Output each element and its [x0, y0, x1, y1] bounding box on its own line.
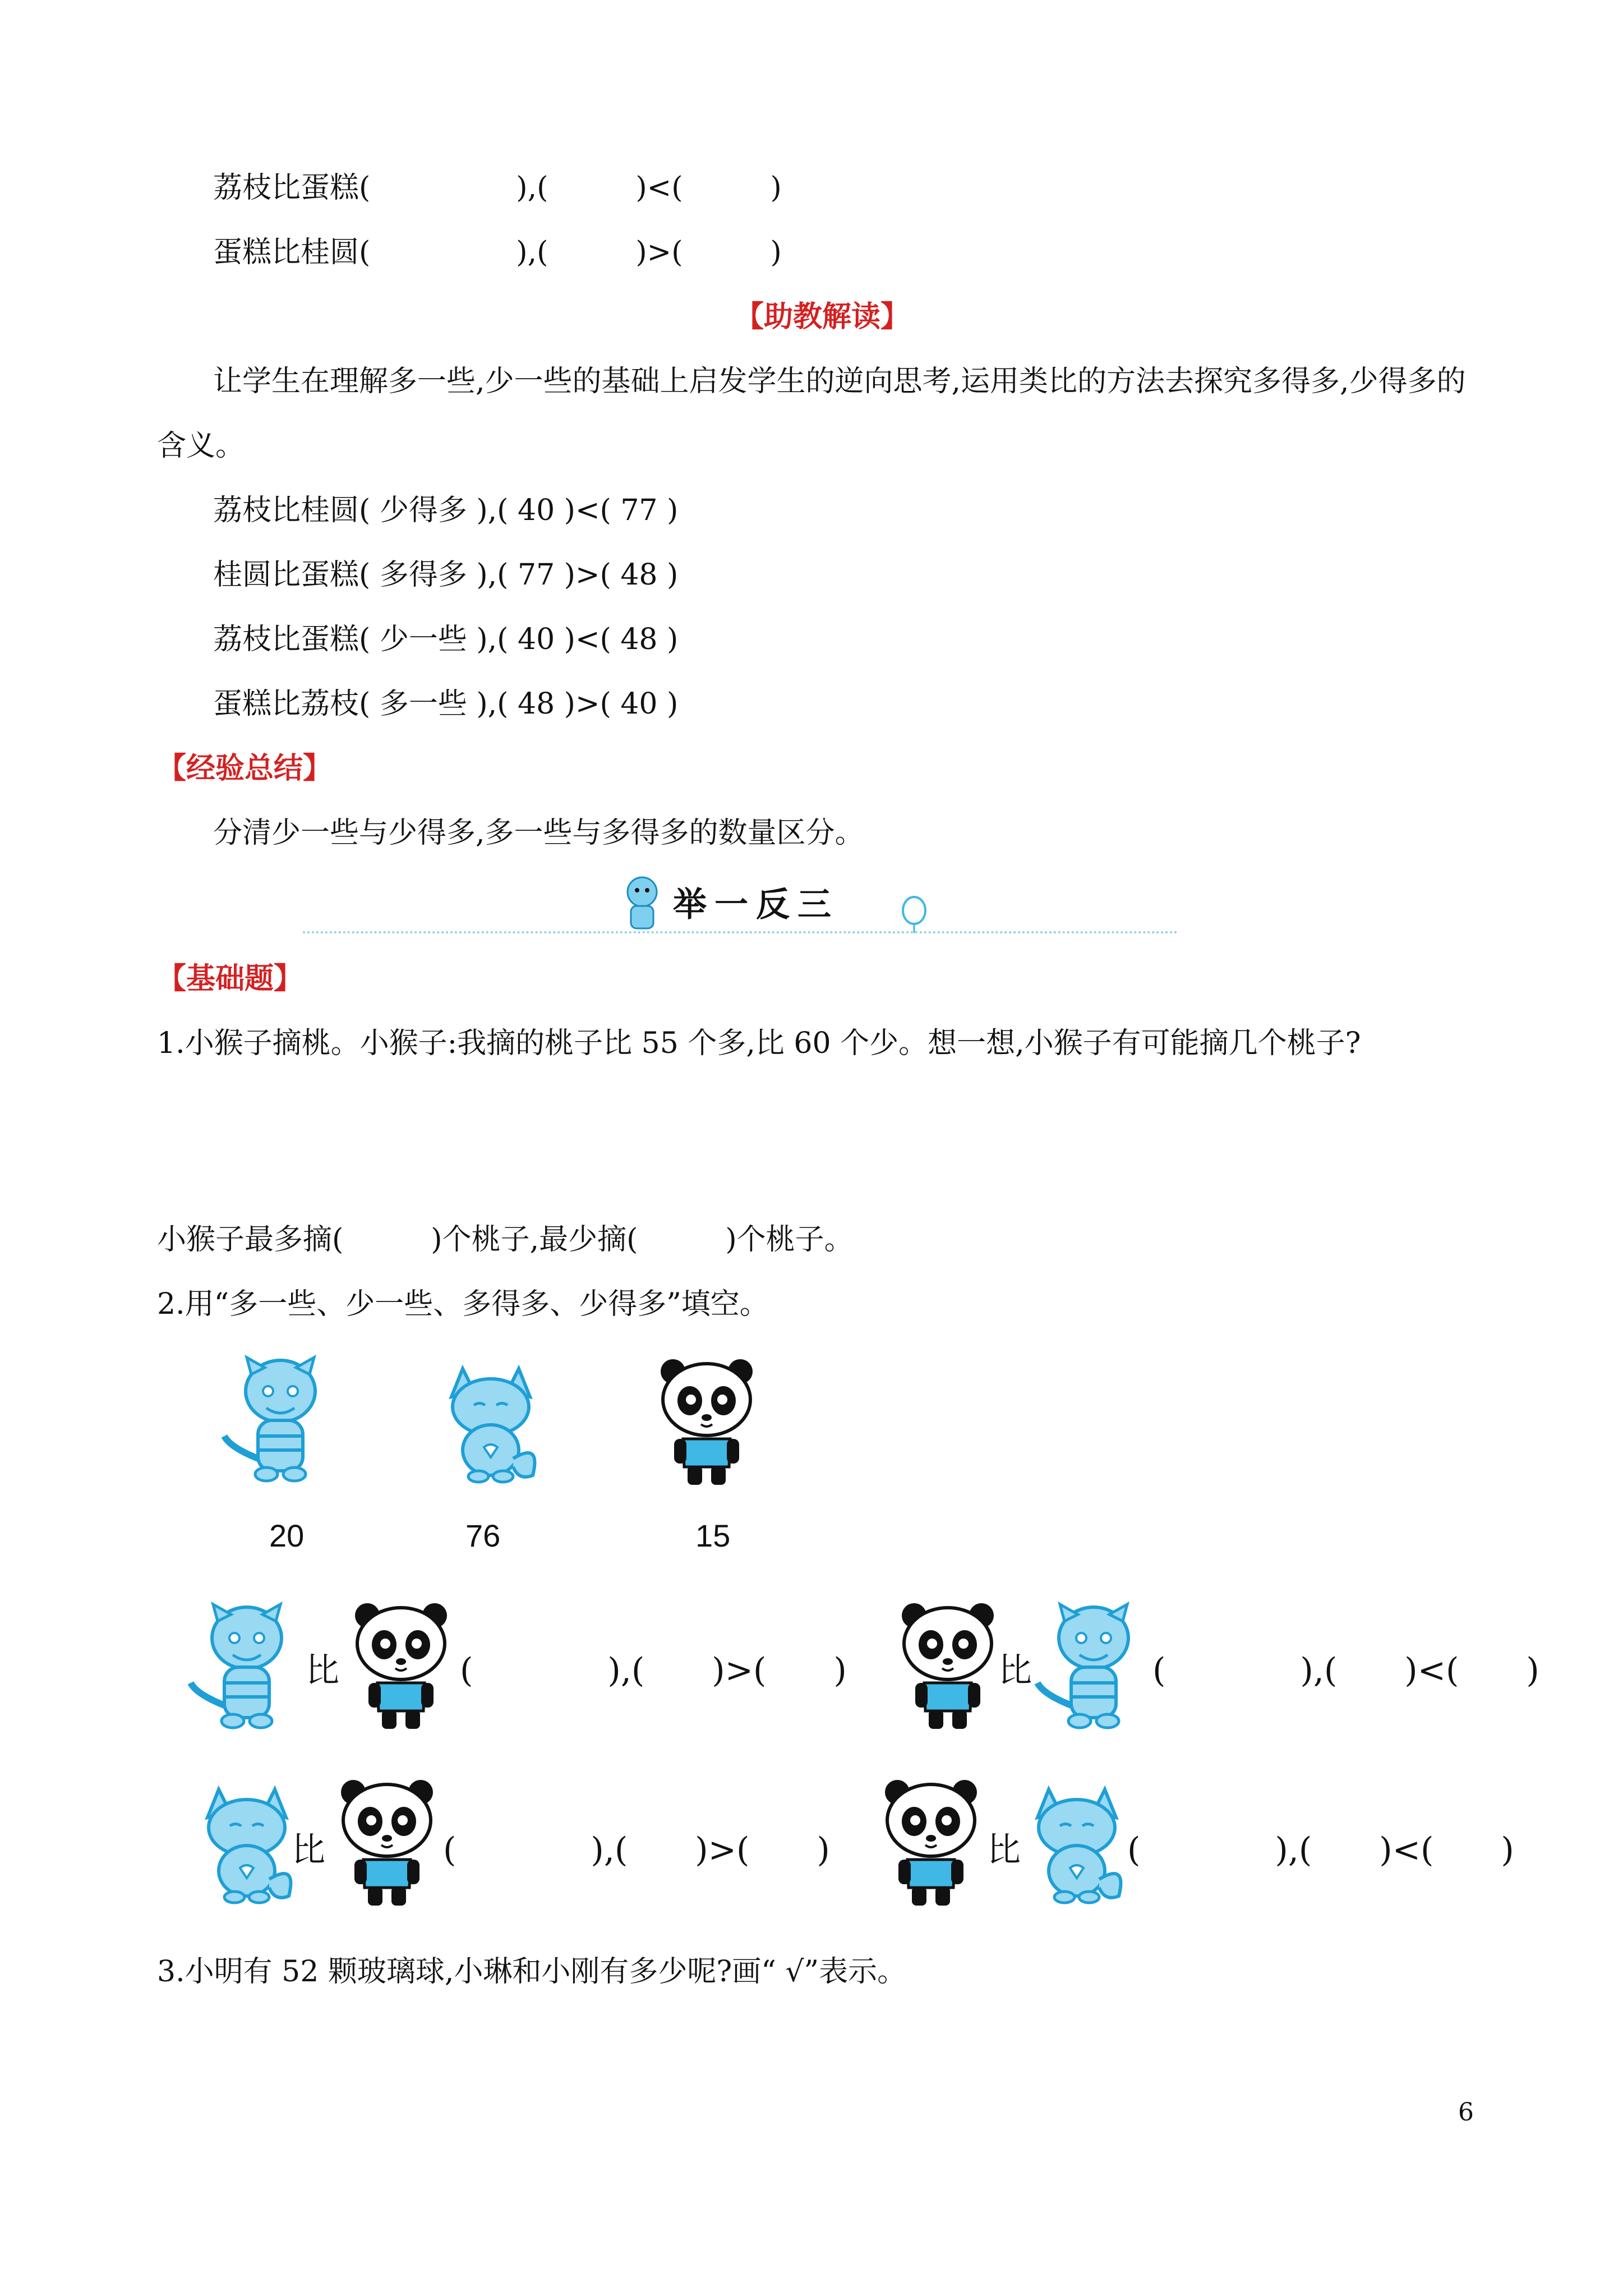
compare-2-panda — [886, 1599, 1015, 1733]
balloon-icon — [897, 895, 931, 934]
banner-divider — [303, 931, 1178, 933]
fox-picture — [429, 1358, 558, 1492]
compare-4-bi: 比 — [987, 1830, 1021, 1870]
explanation-para: 让学生在理解多一些,少一些的基础上启发学生的逆向思考,运用类比的方法去探究多得多,少得多的 — [213, 365, 1466, 398]
tiger-picture — [219, 1352, 348, 1487]
tiger-count: 20 — [269, 1518, 305, 1553]
compare-3-bi: 比 — [292, 1830, 325, 1870]
compare-1-bi: 比 — [306, 1651, 339, 1690]
compare-3-panda — [325, 1775, 454, 1910]
banner-title: 举一反三 — [673, 885, 839, 924]
question-3: 3.小明有 52 颗玻璃球,小琳和小刚有多少呢?画“ √”表示。 — [157, 1955, 907, 1989]
compare-1-panda — [339, 1599, 468, 1733]
compare-4-panda — [869, 1775, 998, 1910]
question-1: 1.小猴子摘桃。小猴子:我摘的桃子比 55 个多,比 60 个少。想一想,小猴子有可能摘几个桃子? — [157, 1027, 1361, 1060]
exercise-line-2: 蛋糕比桂圆( ),( )>( ) — [213, 236, 782, 269]
answer-line-3: 荔枝比蛋糕( 少一些 ),( 40 )<( 48 ) — [213, 623, 679, 656]
compare-1-tiger — [185, 1599, 314, 1733]
question-1-fill: 小猴子最多摘( )个桃子,最少摘( )个桃子。 — [157, 1223, 854, 1257]
explanation-para-cont: 含义。 — [157, 429, 245, 463]
summary-text: 分清少一些与少得多,多一些与多得多的数量区分。 — [213, 816, 864, 850]
compare-4-blanks[interactable]: ( ),( )<( ) — [1127, 1830, 1514, 1870]
tiger-mascot-icon — [617, 872, 667, 934]
answer-line-1: 荔枝比桂圆( 少得多 ),( 40 )<( 77 ) — [213, 494, 679, 527]
heading-jingyan: 【经验总结】 — [157, 752, 333, 785]
compare-2-blanks[interactable]: ( ),( )<( ) — [1152, 1651, 1539, 1690]
compare-3-blanks[interactable]: ( ),( )>( ) — [443, 1830, 830, 1870]
section-banner — [303, 867, 1178, 940]
compare-2-bi: 比 — [998, 1651, 1032, 1690]
heading-zhujiao: 【助教解读】 — [735, 300, 910, 334]
question-2: 2.用“多一些、少一些、多得多、少得多”填空。 — [157, 1287, 769, 1321]
panda-count: 15 — [695, 1518, 731, 1553]
compare-1-blanks[interactable]: ( ),( )>( ) — [460, 1651, 847, 1690]
exercise-line-1: 荔枝比蛋糕( ),( )<( ) — [213, 171, 782, 205]
panda-picture — [645, 1355, 774, 1489]
page-number: 6 — [1458, 2098, 1474, 2127]
answer-line-2: 桂圆比蛋糕( 多得多 ),( 77 )>( 48 ) — [213, 558, 679, 592]
compare-4-fox — [1015, 1778, 1144, 1913]
answer-line-4: 蛋糕比荔枝( 多一些 ),( 48 )>( 40 ) — [213, 687, 679, 721]
fox-count: 76 — [465, 1518, 501, 1553]
heading-jichu: 【基础题】 — [157, 962, 303, 996]
compare-2-tiger — [1032, 1599, 1161, 1733]
